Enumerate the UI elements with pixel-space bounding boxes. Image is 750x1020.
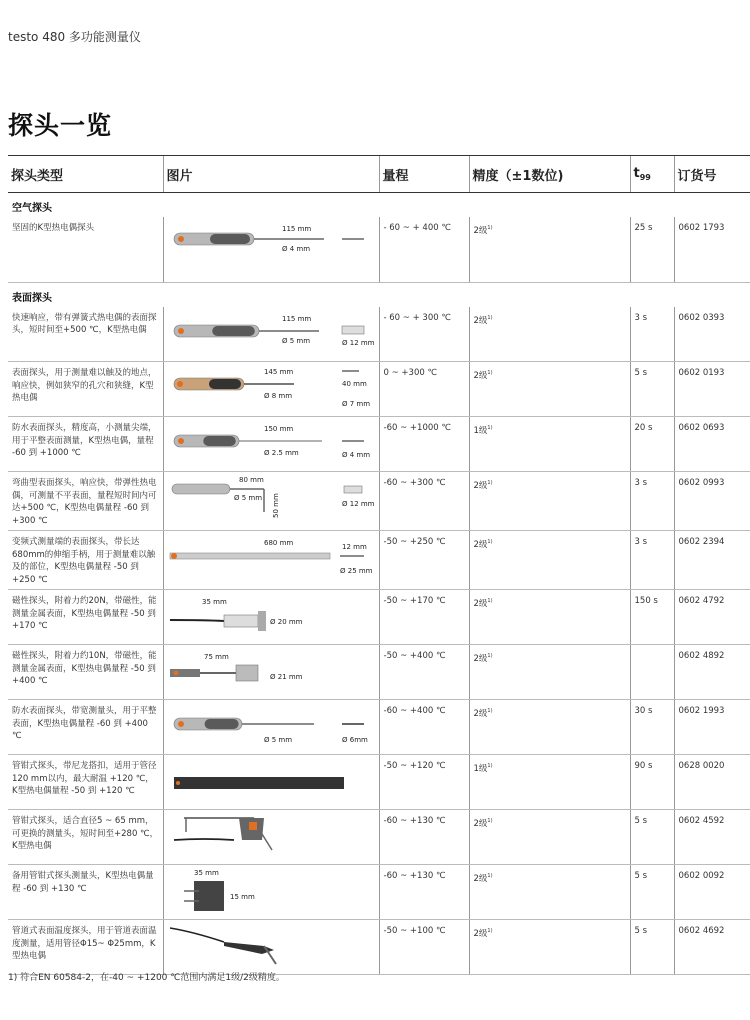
probe-table <box>8 155 750 975</box>
response-time: 3 s <box>630 307 674 362</box>
probe-description: 表面探头，用于测量难以触及的地点，响应快，例如狭窄的孔穴和狭缝，K型热电偶 <box>8 362 163 417</box>
table-row <box>8 417 750 472</box>
table-row <box>8 217 750 282</box>
table-row <box>8 920 750 975</box>
measuring-range: -60 ~ +130 ℃ <box>379 865 469 920</box>
accuracy-cell <box>469 755 630 810</box>
section-title: 空气探头 <box>12 203 52 214</box>
dimension-label: Ø 12 mm <box>341 338 375 347</box>
probe-image-cell <box>163 217 379 282</box>
order-number: 0602 0193 <box>674 362 750 417</box>
dimension-label: Ø 2.5 mm <box>263 449 299 457</box>
dimension-label: Ø 6mm <box>341 736 368 744</box>
probe-image-cell <box>163 307 379 362</box>
accuracy-cell <box>469 590 630 645</box>
table-row <box>8 531 750 590</box>
dimension-label: 35 mm <box>193 869 219 877</box>
accuracy-cell <box>469 810 630 865</box>
accuracy-class: 2级 <box>473 819 488 829</box>
response-time: 25 s <box>630 217 674 282</box>
table-row <box>8 645 750 700</box>
accuracy-note: 1) <box>487 539 493 545</box>
probe-image-cell <box>163 590 379 645</box>
table-row <box>8 865 750 920</box>
accuracy-class: 2级 <box>473 540 488 550</box>
dimension-label: 145 mm <box>263 368 293 376</box>
probe-description: 坚固的K型热电偶探头 <box>8 217 163 282</box>
col-header-t99 <box>630 156 674 193</box>
measuring-range: - 60 ~ + 300 ℃ <box>379 307 469 362</box>
table-row <box>8 590 750 645</box>
accuracy-class: 2级 <box>473 371 488 381</box>
accuracy-note: 1) <box>487 370 493 376</box>
page-title: 探头一览 <box>8 111 113 140</box>
probe-image-cell <box>163 531 379 590</box>
dimension-label: 115 mm <box>281 225 311 233</box>
probe-illustration <box>164 590 378 642</box>
accuracy-class: 2级 <box>473 315 488 326</box>
probe-illustration <box>164 700 378 752</box>
accuracy-cell <box>469 307 630 362</box>
order-number: 0628 0020 <box>674 755 750 810</box>
accuracy-cell <box>469 362 630 417</box>
accuracy-note: 1) <box>487 480 493 486</box>
col-header-probe-type: 探头类型 <box>8 156 163 193</box>
dimension-label: Ø 7 mm <box>341 400 370 408</box>
document-header: testo 480 多功能测量仪 <box>8 30 141 44</box>
table-header-row <box>8 156 750 193</box>
dimension-label: 15 mm <box>229 893 255 901</box>
probe-illustration <box>164 645 378 697</box>
accuracy-note: 1) <box>487 425 493 431</box>
dimension-label: 35 mm <box>201 598 227 606</box>
accuracy-note: 1) <box>487 818 493 824</box>
probe-illustration <box>164 810 378 862</box>
probe-description: 防水表面探头，精度高，小测量尖端，用于平整表面测量，K型热电偶，量程 -60 到 +1000 ℃ <box>8 417 163 472</box>
dimension-label: Ø 4 mm <box>341 451 370 459</box>
accuracy-cell <box>469 700 630 755</box>
probe-description: 变频式测量端的表面探头，带长达680mm的伸缩手柄，用于测量难以触及的部位，K型热电偶量程 -50 到 +250 ℃ <box>8 531 163 590</box>
section-title: 表面探头 <box>12 292 52 304</box>
probe-description: 磁性探头，附着力约20N，带磁性，能测量金属表面，K型热电偶量程 -50 到 +170 ℃ <box>8 590 163 645</box>
response-time: 5 s <box>630 920 674 975</box>
accuracy-cell <box>469 531 630 590</box>
response-time: 5 s <box>630 362 674 417</box>
measuring-range: -60 ~ +300 ℃ <box>379 472 469 531</box>
table-row <box>8 755 750 810</box>
t-label: t <box>633 166 640 181</box>
order-number: 0602 0693 <box>674 417 750 472</box>
probe-illustration <box>164 217 378 269</box>
probe-description: 管钳式探头，带尼龙搭扣，适用于管径120 mm以内，最大耐温 +120 ℃，K型热电偶量程 -50 到 +120 ℃ <box>8 755 163 810</box>
measuring-range: -50 ~ +400 ℃ <box>379 645 469 700</box>
accuracy-class: 2级 <box>473 226 488 236</box>
dimension-label: Ø 8 mm <box>263 392 292 400</box>
section-header <box>8 289 750 307</box>
table-row <box>8 700 750 755</box>
accuracy-class: 1级 <box>473 764 488 774</box>
dimension-label: 75 mm <box>203 653 229 661</box>
probe-description: 磁性探头，附着力约10N，带磁性，能测量金属表面，K型热电偶量程 -50 到 +400 ℃ <box>8 645 163 700</box>
dimension-label: Ø 25 mm <box>339 567 373 575</box>
response-time: 30 s <box>630 700 674 755</box>
accuracy-note: 1) <box>487 225 493 231</box>
response-time: 90 s <box>630 755 674 810</box>
order-number: 0602 0092 <box>674 865 750 920</box>
response-time: 3 s <box>630 472 674 531</box>
table-row <box>8 362 750 417</box>
section-header <box>8 199 750 217</box>
probe-description: 防水表面探头，带宽测量头，用于平整表面，K型热电偶量程 -60 到 +400 ℃ <box>8 700 163 755</box>
probe-image-cell <box>163 700 379 755</box>
response-time: 20 s <box>630 417 674 472</box>
dimension-label: 115 mm <box>281 314 311 323</box>
probe-illustration <box>164 531 378 583</box>
probe-illustration <box>164 755 378 807</box>
probe-description: 快速响应，带有弹簧式热电偶的表面探头，短时间至+500 ℃，K型热电偶 <box>8 307 163 362</box>
order-number: 0602 4592 <box>674 810 750 865</box>
table-row <box>8 307 750 362</box>
accuracy-note: 1) <box>487 873 493 879</box>
dimension-label: 680 mm <box>263 539 293 547</box>
dimension-label: 12 mm <box>341 543 367 551</box>
table-row <box>8 810 750 865</box>
probe-image-cell <box>163 755 379 810</box>
order-number: 0602 4892 <box>674 645 750 700</box>
accuracy-class: 2级 <box>473 654 488 664</box>
accuracy-cell <box>469 217 630 282</box>
order-number: 0602 2394 <box>674 531 750 590</box>
probe-illustration <box>164 865 378 917</box>
response-time: 3 s <box>630 531 674 590</box>
probe-image-cell <box>163 362 379 417</box>
measuring-range: -50 ~ +250 ℃ <box>379 531 469 590</box>
t-subscript: 99 <box>639 173 651 182</box>
accuracy-cell <box>469 920 630 975</box>
accuracy-class: 2级 <box>473 709 488 719</box>
dimension-label: Ø 5 mm <box>281 336 310 345</box>
probe-description: 管道式表面温度探头，用于管道表面温度测量，适用管径Φ15~ Φ25mm，K型热电偶 <box>8 920 163 975</box>
probe-description: 管钳式探头，适合直径5 ~ 65 mm，可更换的测量头，短时间至+280 ℃，K型热电偶 <box>8 810 163 865</box>
probe-description: 弯曲型表面探头，响应快，带弹性热电偶，可测量不平表面，量程短时间内可达+500 ℃，K型热电偶量程 -60 到 +300 ℃ <box>8 472 163 531</box>
probe-image-cell <box>163 810 379 865</box>
measuring-range: 0 ~ +300 ℃ <box>379 362 469 417</box>
footnote: 1) 符合EN 60584-2，在-40 ~ +1200 ℃范围内满足1级/2级精度。 <box>8 973 285 983</box>
dimension-label: 40 mm <box>341 380 367 388</box>
probe-image-cell <box>163 920 379 975</box>
measuring-range: -60 ~ +130 ℃ <box>379 810 469 865</box>
response-time: 5 s <box>630 865 674 920</box>
measuring-range: -50 ~ +100 ℃ <box>379 920 469 975</box>
col-header-image: 图片 <box>163 156 379 193</box>
accuracy-note: 1) <box>487 928 493 934</box>
probe-image-cell <box>163 472 379 531</box>
dimension-label: Ø 12 mm <box>341 500 375 508</box>
accuracy-cell <box>469 417 630 472</box>
col-header-range: 量程 <box>379 156 469 193</box>
order-number: 0602 4692 <box>674 920 750 975</box>
accuracy-class: 2级 <box>473 874 488 884</box>
dimension-label: Ø 4 mm <box>281 245 310 253</box>
response-time <box>630 645 674 700</box>
table-row <box>8 472 750 531</box>
order-number: 0602 4792 <box>674 590 750 645</box>
dimension-label: 80 mm <box>238 476 264 484</box>
accuracy-class: 1级 <box>473 426 488 436</box>
probe-illustration <box>164 472 378 524</box>
accuracy-class: 2级 <box>473 929 488 939</box>
dimension-label: Ø 20 mm <box>269 618 303 626</box>
dimension-label: Ø 5 mm <box>233 494 262 502</box>
response-time: 5 s <box>630 810 674 865</box>
measuring-range: -60 ~ +1000 ℃ <box>379 417 469 472</box>
dimension-label: Ø 21 mm <box>269 673 303 681</box>
order-number: 0602 0393 <box>674 307 750 362</box>
probe-illustration <box>164 362 378 414</box>
col-header-order-no: 订货号 <box>674 156 750 193</box>
order-number: 0602 0993 <box>674 472 750 531</box>
measuring-range: -50 ~ +120 ℃ <box>379 755 469 810</box>
probe-image-cell <box>163 645 379 700</box>
accuracy-cell <box>469 472 630 531</box>
probe-description: 备用管钳式探头测量头，K型热电偶量程 -60 到 +130 ℃ <box>8 865 163 920</box>
col-header-accuracy: 精度（±1数位) <box>469 156 630 193</box>
probe-image-cell <box>163 865 379 920</box>
probe-illustration <box>164 920 378 972</box>
accuracy-note: 1) <box>487 763 493 769</box>
accuracy-class: 2级 <box>473 481 488 491</box>
order-number: 0602 1793 <box>674 217 750 282</box>
probe-image-cell <box>163 417 379 472</box>
measuring-range: -50 ~ +170 ℃ <box>379 590 469 645</box>
measuring-range: - 60 ~ + 400 ℃ <box>379 217 469 282</box>
accuracy-note: 1) <box>487 708 493 714</box>
dimension-label: 50 mm <box>271 493 280 518</box>
accuracy-class: 2级 <box>473 599 488 609</box>
probe-illustration <box>164 417 378 469</box>
probe-illustration <box>164 307 378 359</box>
accuracy-note: 1) <box>487 653 493 659</box>
dimension-label: 150 mm <box>263 425 293 433</box>
measuring-range: -60 ~ +400 ℃ <box>379 700 469 755</box>
response-time: 150 s <box>630 590 674 645</box>
accuracy-note: 1) <box>487 314 493 321</box>
dimension-label: Ø 5 mm <box>263 736 292 744</box>
accuracy-cell <box>469 865 630 920</box>
accuracy-note: 1) <box>487 598 493 604</box>
order-number: 0602 1993 <box>674 700 750 755</box>
accuracy-cell <box>469 645 630 700</box>
